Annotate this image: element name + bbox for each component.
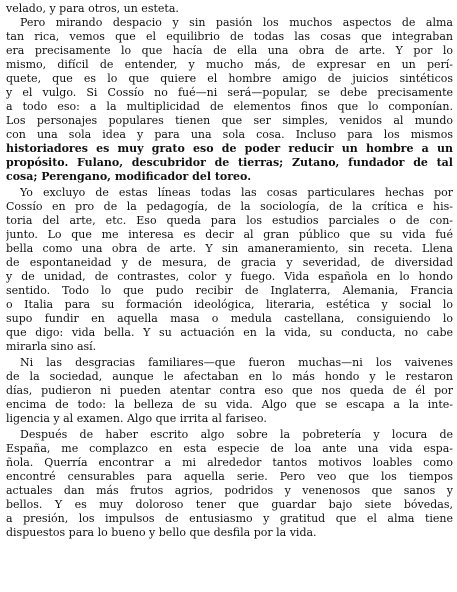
text-line: era precisamente lo que hacía de ella una obra de arte. Y por lo (6, 44, 453, 57)
text-line: Ni las desgracias familiares—que fueron muchas—ni los vaivenes (20, 356, 453, 369)
text-line: cosa; Perengano, modificador del toreo. (6, 170, 252, 183)
document-column (6, 0, 453, 592)
text-line: a todo eso: a la multiplicidad de elementos finos que lo componían. (6, 100, 453, 113)
text-line: quete, que es lo que quiere el hombre amigo de juicios sintéticos (6, 72, 453, 85)
text-line: o Italia para su formación ideológica, literaria, estética y social lo (6, 298, 453, 311)
text-line: que digo: vida bella. Y su actuación en la vida, su conducta, no cabe (6, 326, 453, 339)
text-line: bellos. Y es muy doloroso tener que guardar bajo siete bóvedas, (6, 498, 453, 511)
text-line: con una sola idea y para una sola cosa. Incluso para los mismos (6, 128, 453, 141)
text-line: Pero mirando despacio y sin pasión los muchos aspectos de alma (20, 16, 453, 29)
text-line: encontré censurables para aquella serie. Pero veo que los tiempos (6, 470, 453, 483)
text-line: junto. Lo que me interesa es decir al gran público que su vida fué (6, 228, 453, 241)
text-line: España, me complazco en esta especie de loa ante una vida espa- (6, 442, 453, 455)
text-line: toria del arte, etc. Eso queda para los estudios parciales o de con- (6, 214, 453, 227)
text-line: de la sociedad, aunque le afectaban en lo más hondo y le restaron (6, 370, 453, 383)
text-line: Cossío en pro de la pedagogía, de la sociología, de la crítica e his- (6, 200, 453, 213)
text-line: actuales dan más frutos agrios, podridos y venenosos que sanos y (6, 484, 453, 497)
text-line: Los personajes populares tienen que ser simples, venidos al mundo (6, 114, 453, 127)
text-line: tan rica, vemos que el equilibrio de todas las cosas que integraban (6, 30, 453, 43)
text-line: mismo, difícil de entender, y mucho más, de expresar en un perí- (6, 58, 453, 71)
text-line: Después de haber escrito algo sobre la pobretería y locura de (20, 428, 453, 441)
text-line: Yo excluyo de estas líneas todas las cosas particulares hechas por (20, 186, 453, 199)
text-line: supo fundir en aquella masa o medula castellana, consiguiendo lo (6, 312, 453, 325)
text-line: y de unidad, de contrastes, color y fuego. Vida española en lo hondo (6, 270, 453, 283)
text-line: mirarla sino así. (6, 340, 97, 353)
text-line: a presión, los impulsos de entusiasmo y gratitud que el alma tiene (6, 512, 453, 525)
text-line: propósito. Fulano, descubridor de tierras; Zutano, fundador de tal (6, 156, 453, 169)
text-line: encima de todo: la belleza de su vida. Algo que se escapa a la inte- (6, 398, 453, 411)
text-line: ñola. Querría encontrar a mi alrededor tantos motivos loables como (6, 456, 453, 469)
text-line: velado, y para otros, un esteta. (6, 2, 179, 15)
text-line: bella como una obra de arte. Y sin amaneramiento, sin receta. Llena (6, 242, 453, 255)
text-line: y el vulgo. Si Cossío no fué—ni será—popular, se debe precisamente (6, 86, 453, 99)
text-line: ligencia y al examen. Algo que irrita al fariseo. (6, 412, 267, 425)
text-line: días, pudieron ni pueden atentar contra eso que nos queda de él por (6, 384, 453, 397)
text-line: sentido. Todo lo que pudo recibir de Inglaterra, Alemania, Francia (6, 284, 453, 297)
text-line: historiadores es muy grato eso de poder reducir un hombre a un (6, 142, 453, 155)
text-line: dispuestos para lo bueno y bello que desfila por la vida. (6, 526, 317, 539)
text-line: de espontaneidad y de mesura, de gracia y severidad, de diversidad (6, 256, 453, 269)
